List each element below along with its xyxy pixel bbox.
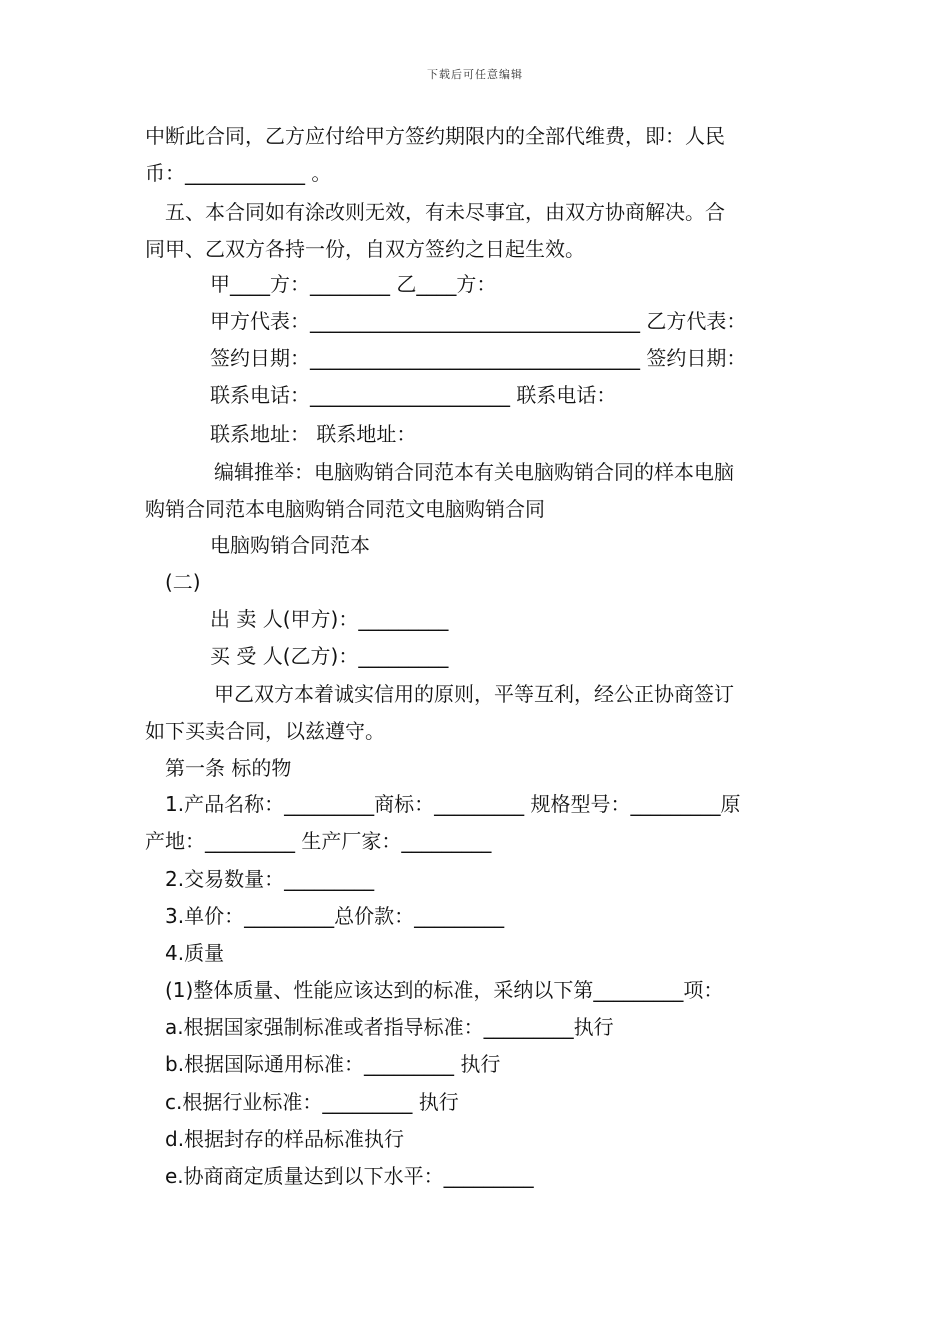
clause-line: 3.单价：_________总价款：_________ (165, 904, 505, 928)
clause-option: b.根据国际通用标准：_________ 执行 (165, 1052, 501, 1076)
section-title: 电脑购销合同范本 (210, 533, 370, 557)
clause-line: 2.交易数量：_________ (165, 867, 375, 891)
article-heading: 第一条 标的物 (165, 756, 292, 780)
signature-line-address: 联系地址： 联系地址： (210, 422, 417, 446)
paragraph-line: 五、本合同如有涂改则无效，有未尽事宜，由双方协商解决。合 (165, 200, 725, 224)
section-number: (二) (165, 570, 201, 594)
clause-option: c.根据行业标准：_________ 执行 (165, 1090, 459, 1114)
clause-line: 4.质量 (165, 941, 225, 965)
buyer-line: 买 受 人(乙方)：_________ (210, 644, 449, 668)
clause-line: 1.产品名称：_________商标：_________ 规格型号：_________原 (165, 792, 741, 816)
paragraph-line: 中断此合同，乙方应付给甲方签约期限内的全部代维费，即：人民 (145, 124, 725, 148)
paragraph-line: 币：____________ 。 (145, 161, 332, 185)
signature-line-representative: 甲方代表：_________________________________ 乙方代表： (210, 309, 747, 333)
paragraph-line: 如下买卖合同，以兹遵守。 (145, 719, 385, 743)
signature-line-date: 签约日期：_________________________________ 签约日期： (210, 346, 747, 370)
clause-option: d.根据封存的样品标准执行 (165, 1127, 405, 1151)
page-header: 下载后可任意编辑 (427, 68, 523, 81)
paragraph-line: 同甲、乙双方各持一份，自双方签约之日起生效。 (145, 237, 585, 261)
paragraph-line: 编辑推举：电脑购销合同范本有关电脑购销合同的样本电脑 (214, 460, 734, 484)
seller-line: 出 卖 人(甲方)：_________ (210, 607, 449, 631)
clause-line: 产地：_________ 生产厂家：_________ (145, 829, 492, 853)
paragraph-line: 购销合同范本电脑购销合同范文电脑购销合同 (145, 497, 545, 521)
signature-line-phone: 联系电话：____________________ 联系电话： (210, 383, 617, 407)
clause-line: (1)整体质量、性能应该达到的标准，采纳以下第_________项： (165, 978, 724, 1002)
paragraph-line: 甲乙双方本着诚实信用的原则，平等互利，经公正协商签订 (214, 682, 734, 706)
signature-line-parties: 甲____方：________ 乙____方： (210, 272, 497, 296)
clause-option: a.根据国家强制标准或者指导标准：_________执行 (165, 1015, 614, 1039)
clause-option: e.协商商定质量达到以下水平：_________ (165, 1164, 534, 1188)
